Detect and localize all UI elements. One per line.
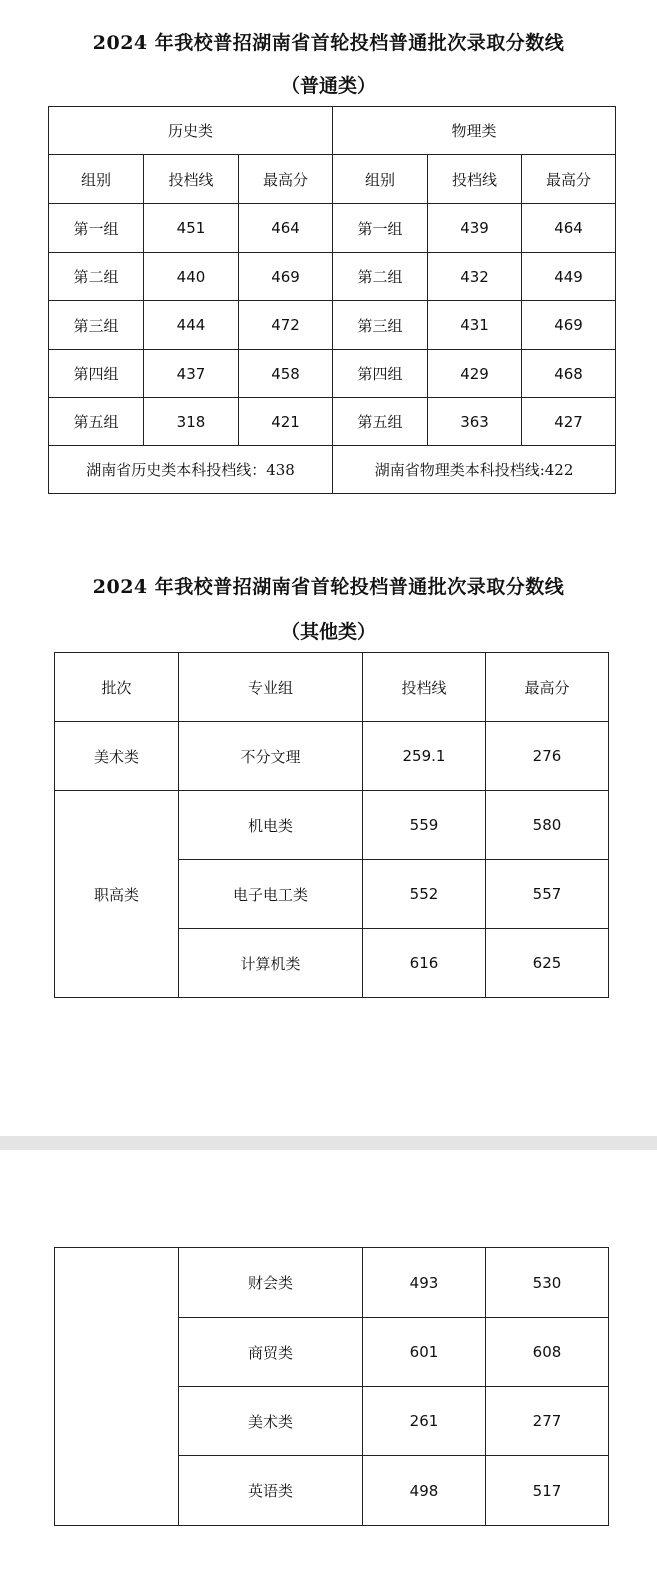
- table-row: [49, 301, 616, 350]
- history-group: 第四组: [49, 350, 144, 398]
- table2-subtitle: （其他类）: [280, 621, 376, 643]
- line-cell: 498: [363, 1456, 486, 1526]
- physics-group: 第二组: [333, 253, 428, 301]
- table2-title: 2024 年我校普招湖南省首轮投档普通批次录取分数线: [92, 576, 565, 598]
- history-group: 第三组: [49, 301, 144, 350]
- column-header: 组别: [49, 155, 144, 204]
- column-header: 最高分: [486, 653, 609, 722]
- batch-cell: 职高类: [55, 791, 179, 998]
- physics-max: 449: [522, 253, 616, 301]
- history-max: 469: [239, 253, 333, 301]
- other-category-table: [54, 652, 609, 998]
- physics-group: 第三组: [333, 301, 428, 350]
- physics-max: 427: [522, 398, 616, 446]
- max-cell: 277: [486, 1387, 609, 1456]
- history-group: 第一组: [49, 204, 144, 253]
- column-header: 投档线: [144, 155, 239, 204]
- column-header: 投档线: [428, 155, 522, 204]
- table-row: [49, 204, 616, 253]
- physics-line: 363: [428, 398, 522, 446]
- history-line: 318: [144, 398, 239, 446]
- table-row: [49, 398, 616, 446]
- table1-subtitle: （普通类）: [280, 75, 376, 97]
- table-row: [49, 350, 616, 398]
- major-cell: 电子电工类: [179, 860, 363, 929]
- history-footer: 湖南省历史类本科投档线：438: [49, 446, 333, 494]
- regular-category-table: [48, 106, 616, 494]
- line-cell: 616: [363, 929, 486, 998]
- physics-line: 431: [428, 301, 522, 350]
- physics-line: 439: [428, 204, 522, 253]
- history-line: 437: [144, 350, 239, 398]
- max-cell: 557: [486, 860, 609, 929]
- page-separator: [0, 1136, 657, 1150]
- history-max: 458: [239, 350, 333, 398]
- column-header: 批次: [55, 653, 179, 722]
- history-line: 451: [144, 204, 239, 253]
- history-max: 472: [239, 301, 333, 350]
- table-row: [55, 1248, 609, 1318]
- history-max: 421: [239, 398, 333, 446]
- max-cell: 530: [486, 1248, 609, 1318]
- history-max: 464: [239, 204, 333, 253]
- physics-max: 468: [522, 350, 616, 398]
- major-cell: 计算机类: [179, 929, 363, 998]
- column-header: 专业组: [179, 653, 363, 722]
- max-cell: 580: [486, 791, 609, 860]
- column-header: 最高分: [522, 155, 616, 204]
- max-cell: 276: [486, 722, 609, 791]
- history-group: 第二组: [49, 253, 144, 301]
- table-row: [55, 791, 609, 860]
- major-cell: 财会类: [179, 1248, 363, 1318]
- physics-footer: 湖南省物理类本科投档线:422: [333, 446, 616, 494]
- physics-max: 469: [522, 301, 616, 350]
- line-cell: 493: [363, 1248, 486, 1318]
- batch-cell: 美术类: [55, 722, 179, 791]
- history-header: 历史类: [49, 107, 333, 155]
- table1-title: 2024 年我校普招湖南省首轮投档普通批次录取分数线: [92, 32, 565, 54]
- line-cell: 552: [363, 860, 486, 929]
- line-cell: 559: [363, 791, 486, 860]
- history-line: 444: [144, 301, 239, 350]
- table-row: [49, 253, 616, 301]
- max-cell: 625: [486, 929, 609, 998]
- line-cell: 261: [363, 1387, 486, 1456]
- batch-cell: [55, 1248, 179, 1526]
- column-header: 组别: [333, 155, 428, 204]
- line-cell: 259.1: [363, 722, 486, 791]
- history-line: 440: [144, 253, 239, 301]
- major-cell: 不分文理: [179, 722, 363, 791]
- physics-group: 第五组: [333, 398, 428, 446]
- physics-max: 464: [522, 204, 616, 253]
- history-group: 第五组: [49, 398, 144, 446]
- major-cell: 英语类: [179, 1456, 363, 1526]
- physics-header: 物理类: [333, 107, 616, 155]
- max-cell: 608: [486, 1318, 609, 1387]
- major-cell: 机电类: [179, 791, 363, 860]
- major-cell: 美术类: [179, 1387, 363, 1456]
- table-row: [55, 722, 609, 791]
- continued-table: [54, 1247, 609, 1526]
- column-header: 投档线: [363, 653, 486, 722]
- physics-group: 第一组: [333, 204, 428, 253]
- max-cell: 517: [486, 1456, 609, 1526]
- physics-line: 429: [428, 350, 522, 398]
- physics-group: 第四组: [333, 350, 428, 398]
- major-cell: 商贸类: [179, 1318, 363, 1387]
- column-header: 最高分: [239, 155, 333, 204]
- physics-line: 432: [428, 253, 522, 301]
- line-cell: 601: [363, 1318, 486, 1387]
